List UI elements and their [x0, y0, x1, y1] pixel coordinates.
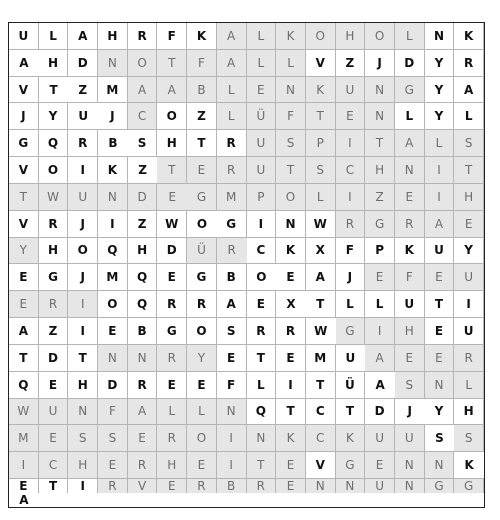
- grid-cell[interactable]: G: [187, 264, 217, 291]
- grid-cell[interactable]: T: [247, 345, 277, 372]
- grid-cell[interactable]: H: [68, 452, 98, 479]
- grid-cell[interactable]: H: [157, 130, 187, 157]
- grid-cell[interactable]: R: [157, 425, 187, 452]
- grid-cell[interactable]: S: [395, 372, 425, 399]
- grid-cell[interactable]: J: [68, 264, 98, 291]
- grid-cell[interactable]: U: [365, 425, 395, 452]
- grid-cell[interactable]: E: [425, 345, 455, 372]
- grid-cell[interactable]: H: [336, 23, 366, 50]
- grid-cell[interactable]: Y: [9, 238, 39, 265]
- grid-cell[interactable]: K: [306, 77, 336, 104]
- grid-cell[interactable]: L: [306, 184, 336, 211]
- grid-cell[interactable]: D: [68, 50, 98, 77]
- grid-cell[interactable]: S: [98, 425, 128, 452]
- grid-cell[interactable]: Ü: [247, 103, 277, 130]
- grid-cell[interactable]: O: [365, 23, 395, 50]
- grid-cell[interactable]: U: [425, 238, 455, 265]
- grid-cell[interactable]: L: [247, 23, 277, 50]
- grid-cell[interactable]: F: [336, 238, 366, 265]
- grid-cell[interactable]: I: [68, 479, 98, 493]
- grid-cell[interactable]: Z: [365, 184, 395, 211]
- grid-cell[interactable]: U: [9, 23, 39, 50]
- grid-cell[interactable]: G: [365, 211, 395, 238]
- grid-cell[interactable]: E: [365, 264, 395, 291]
- grid-cell[interactable]: E: [157, 479, 187, 493]
- grid-cell[interactable]: K: [454, 23, 484, 50]
- grid-cell[interactable]: Q: [39, 130, 69, 157]
- grid-cell[interactable]: X: [306, 238, 336, 265]
- grid-cell[interactable]: U: [336, 77, 366, 104]
- grid-cell[interactable]: Q: [128, 264, 158, 291]
- grid-cell[interactable]: I: [336, 130, 366, 157]
- grid-cell[interactable]: E: [276, 345, 306, 372]
- grid-cell[interactable]: U: [247, 157, 277, 184]
- grid-cell[interactable]: P: [306, 130, 336, 157]
- grid-cell[interactable]: T: [247, 452, 277, 479]
- grid-cell[interactable]: N: [395, 157, 425, 184]
- grid-cell[interactable]: Q: [128, 291, 158, 318]
- grid-cell[interactable]: V: [9, 157, 39, 184]
- grid-cell[interactable]: Y: [425, 77, 455, 104]
- grid-cell[interactable]: P: [247, 184, 277, 211]
- grid-cell[interactable]: R: [247, 318, 277, 345]
- grid-cell[interactable]: S: [454, 130, 484, 157]
- grid-cell[interactable]: A: [306, 264, 336, 291]
- grid-cell[interactable]: I: [336, 184, 366, 211]
- grid-cell[interactable]: L: [217, 77, 247, 104]
- grid-cell[interactable]: N: [395, 479, 425, 493]
- grid-cell[interactable]: N: [365, 77, 395, 104]
- grid-cell[interactable]: G: [39, 264, 69, 291]
- grid-cell[interactable]: L: [157, 399, 187, 426]
- grid-cell[interactable]: G: [454, 479, 484, 493]
- grid-cell[interactable]: A: [395, 130, 425, 157]
- grid-cell[interactable]: H: [395, 318, 425, 345]
- grid-cell[interactable]: I: [365, 318, 395, 345]
- grid-cell[interactable]: F: [276, 103, 306, 130]
- grid-cell[interactable]: Z: [128, 211, 158, 238]
- grid-cell[interactable]: T: [276, 399, 306, 426]
- grid-cell[interactable]: U: [454, 318, 484, 345]
- grid-cell[interactable]: G: [9, 130, 39, 157]
- grid-cell[interactable]: T: [425, 291, 455, 318]
- grid-cell[interactable]: L: [454, 103, 484, 130]
- grid-cell[interactable]: T: [157, 50, 187, 77]
- grid-cell[interactable]: F: [395, 264, 425, 291]
- grid-cell[interactable]: L: [217, 103, 247, 130]
- grid-cell[interactable]: D: [98, 372, 128, 399]
- grid-cell[interactable]: O: [128, 50, 158, 77]
- grid-cell[interactable]: N: [98, 184, 128, 211]
- grid-cell[interactable]: A: [128, 77, 158, 104]
- grid-cell[interactable]: R: [128, 452, 158, 479]
- grid-cell[interactable]: E: [425, 264, 455, 291]
- grid-cell[interactable]: K: [454, 452, 484, 479]
- grid-cell[interactable]: Z: [39, 318, 69, 345]
- grid-cell[interactable]: W: [39, 184, 69, 211]
- grid-cell[interactable]: N: [425, 372, 455, 399]
- grid-cell[interactable]: T: [9, 345, 39, 372]
- grid-cell[interactable]: S: [128, 130, 158, 157]
- grid-cell[interactable]: D: [157, 238, 187, 265]
- grid-cell[interactable]: M: [9, 425, 39, 452]
- grid-cell[interactable]: I: [425, 184, 455, 211]
- grid-cell[interactable]: K: [336, 425, 366, 452]
- grid-cell[interactable]: L: [454, 372, 484, 399]
- grid-cell[interactable]: J: [68, 211, 98, 238]
- grid-cell[interactable]: R: [395, 211, 425, 238]
- grid-cell[interactable]: B: [187, 77, 217, 104]
- grid-cell[interactable]: C: [39, 452, 69, 479]
- grid-cell[interactable]: A: [9, 318, 39, 345]
- grid-cell[interactable]: R: [217, 238, 247, 265]
- grid-cell[interactable]: L: [187, 399, 217, 426]
- grid-cell[interactable]: T: [157, 157, 187, 184]
- grid-cell[interactable]: Z: [336, 50, 366, 77]
- grid-cell[interactable]: U: [395, 291, 425, 318]
- grid-cell[interactable]: T: [187, 130, 217, 157]
- grid-cell[interactable]: I: [454, 291, 484, 318]
- grid-cell[interactable]: L: [395, 23, 425, 50]
- grid-cell[interactable]: G: [425, 479, 455, 493]
- grid-cell[interactable]: K: [276, 238, 306, 265]
- grid-cell[interactable]: Ü: [187, 238, 217, 265]
- grid-cell[interactable]: F: [187, 50, 217, 77]
- grid-cell[interactable]: E: [276, 452, 306, 479]
- grid-cell[interactable]: B: [98, 130, 128, 157]
- grid-cell[interactable]: M: [98, 77, 128, 104]
- grid-cell[interactable]: P: [365, 238, 395, 265]
- grid-cell[interactable]: D: [39, 345, 69, 372]
- grid-cell[interactable]: O: [157, 103, 187, 130]
- grid-cell[interactable]: L: [276, 50, 306, 77]
- grid-cell[interactable]: E: [247, 77, 277, 104]
- grid-cell[interactable]: R: [187, 291, 217, 318]
- grid-cell[interactable]: K: [276, 23, 306, 50]
- grid-cell[interactable]: L: [39, 23, 69, 50]
- grid-cell[interactable]: Q: [98, 238, 128, 265]
- grid-cell[interactable]: R: [187, 479, 217, 493]
- grid-cell[interactable]: Y: [39, 103, 69, 130]
- grid-cell[interactable]: E: [187, 157, 217, 184]
- grid-cell[interactable]: B: [217, 264, 247, 291]
- grid-cell[interactable]: Y: [187, 345, 217, 372]
- word-search-grid: [8, 22, 485, 508]
- grid-cell[interactable]: K: [395, 238, 425, 265]
- grid-cell[interactable]: A: [454, 77, 484, 104]
- grid-cell[interactable]: G: [157, 318, 187, 345]
- grid-cell[interactable]: R: [39, 291, 69, 318]
- grid-cell[interactable]: R: [336, 211, 366, 238]
- grid-cell[interactable]: V: [306, 50, 336, 77]
- grid-cell[interactable]: L: [336, 291, 366, 318]
- grid-cell[interactable]: R: [247, 479, 277, 493]
- grid-cell[interactable]: F: [157, 23, 187, 50]
- grid-cell[interactable]: B: [217, 479, 247, 493]
- grid-cell[interactable]: V: [9, 211, 39, 238]
- grid-cell[interactable]: F: [217, 372, 247, 399]
- grid-cell[interactable]: U: [395, 425, 425, 452]
- grid-cell[interactable]: E: [187, 372, 217, 399]
- grid-cell[interactable]: T: [306, 291, 336, 318]
- grid-cell[interactable]: N: [425, 23, 455, 50]
- grid-cell[interactable]: R: [39, 211, 69, 238]
- grid-cell[interactable]: H: [98, 23, 128, 50]
- grid-cell[interactable]: A: [217, 291, 247, 318]
- grid-cell[interactable]: A: [9, 50, 39, 77]
- grid-cell[interactable]: J: [336, 264, 366, 291]
- grid-cell[interactable]: O: [68, 238, 98, 265]
- grid-cell[interactable]: A: [128, 399, 158, 426]
- grid-cell[interactable]: R: [98, 479, 128, 493]
- grid-cell[interactable]: T: [68, 345, 98, 372]
- grid-cell[interactable]: G: [336, 318, 366, 345]
- grid-cell[interactable]: N: [128, 345, 158, 372]
- grid-cell[interactable]: E: [128, 425, 158, 452]
- grid-cell[interactable]: L: [395, 103, 425, 130]
- grid-cell[interactable]: N: [98, 50, 128, 77]
- grid-cell[interactable]: E: [39, 372, 69, 399]
- grid-cell[interactable]: K: [187, 23, 217, 50]
- grid-cell[interactable]: D: [395, 50, 425, 77]
- grid-cell[interactable]: G: [187, 184, 217, 211]
- grid-cell[interactable]: N: [365, 103, 395, 130]
- grid-cell[interactable]: Y: [425, 399, 455, 426]
- grid-cell[interactable]: H: [454, 399, 484, 426]
- grid-cell[interactable]: R: [128, 23, 158, 50]
- grid-cell[interactable]: M: [98, 264, 128, 291]
- grid-cell[interactable]: C: [128, 103, 158, 130]
- grid-cell[interactable]: J: [98, 103, 128, 130]
- grid-cell[interactable]: R: [454, 345, 484, 372]
- grid-cell[interactable]: L: [247, 372, 277, 399]
- grid-cell[interactable]: M: [306, 345, 336, 372]
- grid-cell[interactable]: C: [306, 399, 336, 426]
- grid-cell[interactable]: L: [425, 130, 455, 157]
- grid-cell[interactable]: E: [336, 103, 366, 130]
- grid-cell[interactable]: C: [247, 238, 277, 265]
- grid-cell[interactable]: U: [68, 103, 98, 130]
- grid-cell[interactable]: H: [39, 50, 69, 77]
- grid-cell[interactable]: O: [306, 23, 336, 50]
- grid-cell[interactable]: H: [39, 238, 69, 265]
- grid-cell[interactable]: W: [306, 318, 336, 345]
- grid-cell[interactable]: V: [128, 479, 158, 493]
- grid-cell[interactable]: S: [425, 425, 455, 452]
- grid-cell[interactable]: E: [365, 452, 395, 479]
- grid-cell[interactable]: E: [187, 452, 217, 479]
- grid-cell[interactable]: N: [68, 399, 98, 426]
- grid-cell[interactable]: W: [9, 399, 39, 426]
- grid-cell[interactable]: U: [39, 399, 69, 426]
- grid-cell[interactable]: K: [276, 425, 306, 452]
- grid-cell[interactable]: W: [157, 211, 187, 238]
- grid-cell[interactable]: Y: [425, 50, 455, 77]
- grid-cell[interactable]: N: [276, 211, 306, 238]
- grid-cell[interactable]: T: [9, 184, 39, 211]
- grid-cell[interactable]: S: [306, 157, 336, 184]
- grid-cell[interactable]: I: [98, 211, 128, 238]
- grid-cell[interactable]: C: [306, 425, 336, 452]
- grid-cell[interactable]: A: [217, 50, 247, 77]
- grid-cell[interactable]: E: [157, 184, 187, 211]
- grid-cell[interactable]: R: [157, 345, 187, 372]
- grid-cell[interactable]: N: [336, 479, 366, 493]
- grid-cell[interactable]: G: [336, 452, 366, 479]
- grid-cell[interactable]: G: [395, 77, 425, 104]
- grid-cell[interactable]: Q: [247, 399, 277, 426]
- grid-cell[interactable]: N: [98, 345, 128, 372]
- grid-cell[interactable]: U: [365, 479, 395, 493]
- grid-cell[interactable]: O: [187, 211, 217, 238]
- grid-cell[interactable]: E: [395, 345, 425, 372]
- grid-cell[interactable]: Y: [425, 103, 455, 130]
- grid-cell[interactable]: T: [276, 157, 306, 184]
- grid-cell[interactable]: A: [217, 23, 247, 50]
- grid-cell[interactable]: T: [336, 399, 366, 426]
- grid-cell[interactable]: H: [68, 372, 98, 399]
- grid-cell[interactable]: O: [276, 184, 306, 211]
- grid-cell[interactable]: O: [98, 291, 128, 318]
- grid-cell[interactable]: A: [365, 372, 395, 399]
- grid-cell[interactable]: Y: [454, 238, 484, 265]
- grid-cell[interactable]: Z: [68, 77, 98, 104]
- grid-cell[interactable]: I: [276, 372, 306, 399]
- grid-cell[interactable]: U: [454, 264, 484, 291]
- grid-cell[interactable]: R: [276, 318, 306, 345]
- grid-cell[interactable]: R: [217, 130, 247, 157]
- grid-cell[interactable]: C: [336, 157, 366, 184]
- grid-cell[interactable]: I: [247, 211, 277, 238]
- grid-cell[interactable]: R: [68, 130, 98, 157]
- grid-cell[interactable]: S: [217, 318, 247, 345]
- grid-cell[interactable]: R: [128, 372, 158, 399]
- grid-cell[interactable]: E: [98, 452, 128, 479]
- grid-cell[interactable]: I: [217, 425, 247, 452]
- grid-cell[interactable]: A: [365, 345, 395, 372]
- grid-cell[interactable]: T: [39, 479, 69, 493]
- grid-cell[interactable]: S: [276, 130, 306, 157]
- grid-cell[interactable]: I: [68, 318, 98, 345]
- grid-cell[interactable]: N: [217, 399, 247, 426]
- grid-cell[interactable]: D: [128, 184, 158, 211]
- grid-cell[interactable]: N: [395, 452, 425, 479]
- grid-cell[interactable]: E: [9, 479, 39, 493]
- grid-cell[interactable]: E: [395, 184, 425, 211]
- grid-cell[interactable]: V: [306, 452, 336, 479]
- grid-cell[interactable]: M: [217, 184, 247, 211]
- grid-cell[interactable]: A: [425, 211, 455, 238]
- grid-cell[interactable]: N: [247, 425, 277, 452]
- grid-cell[interactable]: X: [276, 291, 306, 318]
- grid-cell[interactable]: H: [128, 238, 158, 265]
- grid-cell[interactable]: Z: [187, 103, 217, 130]
- grid-cell[interactable]: V: [9, 77, 39, 104]
- grid-cell[interactable]: H: [365, 157, 395, 184]
- grid-cell[interactable]: Ü: [336, 372, 366, 399]
- grid-cell[interactable]: E: [157, 372, 187, 399]
- grid-cell[interactable]: T: [306, 103, 336, 130]
- grid-cell[interactable]: T: [454, 157, 484, 184]
- grid-cell[interactable]: O: [39, 157, 69, 184]
- grid-cell[interactable]: E: [9, 291, 39, 318]
- grid-cell[interactable]: I: [68, 291, 98, 318]
- grid-cell[interactable]: E: [98, 318, 128, 345]
- grid-cell[interactable]: A: [68, 23, 98, 50]
- grid-cell[interactable]: I: [425, 157, 455, 184]
- grid-cell[interactable]: U: [247, 130, 277, 157]
- grid-cell[interactable]: E: [157, 264, 187, 291]
- grid-cell[interactable]: L: [365, 291, 395, 318]
- grid-cell[interactable]: S: [454, 425, 484, 452]
- grid-cell[interactable]: E: [217, 345, 247, 372]
- grid-cell[interactable]: W: [306, 211, 336, 238]
- grid-cell[interactable]: N: [276, 77, 306, 104]
- grid-cell[interactable]: K: [98, 157, 128, 184]
- grid-cell[interactable]: G: [217, 211, 247, 238]
- grid-cell[interactable]: T: [365, 130, 395, 157]
- grid-cell[interactable]: A: [157, 77, 187, 104]
- grid-cell[interactable]: U: [68, 184, 98, 211]
- grid-cell[interactable]: O: [187, 425, 217, 452]
- grid-cell[interactable]: A: [9, 493, 39, 507]
- grid-cell[interactable]: E: [39, 425, 69, 452]
- grid-cell[interactable]: J: [9, 103, 39, 130]
- grid-cell[interactable]: O: [187, 318, 217, 345]
- grid-cell[interactable]: I: [217, 452, 247, 479]
- grid-cell[interactable]: E: [276, 264, 306, 291]
- grid-cell[interactable]: T: [39, 77, 69, 104]
- grid-cell[interactable]: F: [98, 399, 128, 426]
- grid-cell[interactable]: E: [247, 291, 277, 318]
- grid-cell[interactable]: N: [425, 452, 455, 479]
- grid-cell[interactable]: J: [395, 399, 425, 426]
- grid-cell[interactable]: H: [454, 184, 484, 211]
- grid-cell[interactable]: D: [365, 399, 395, 426]
- grid-cell[interactable]: I: [9, 452, 39, 479]
- grid-cell[interactable]: U: [336, 345, 366, 372]
- grid-cell[interactable]: E: [454, 211, 484, 238]
- grid-cell[interactable]: J: [365, 50, 395, 77]
- grid-cell[interactable]: T: [306, 372, 336, 399]
- grid-cell[interactable]: L: [247, 50, 277, 77]
- grid-cell[interactable]: O: [247, 264, 277, 291]
- grid-cell[interactable]: Z: [128, 157, 158, 184]
- grid-cell[interactable]: E: [425, 318, 455, 345]
- grid-cell[interactable]: Q: [9, 372, 39, 399]
- grid-cell[interactable]: E: [9, 264, 39, 291]
- grid-cell[interactable]: I: [68, 157, 98, 184]
- grid-cell[interactable]: E: [276, 479, 306, 493]
- grid-cell[interactable]: R: [157, 291, 187, 318]
- grid-cell[interactable]: S: [68, 425, 98, 452]
- grid-cell[interactable]: R: [454, 50, 484, 77]
- grid-cell[interactable]: B: [128, 318, 158, 345]
- grid-cell[interactable]: H: [157, 452, 187, 479]
- grid-cell[interactable]: N: [306, 479, 336, 493]
- grid-cell[interactable]: R: [217, 157, 247, 184]
